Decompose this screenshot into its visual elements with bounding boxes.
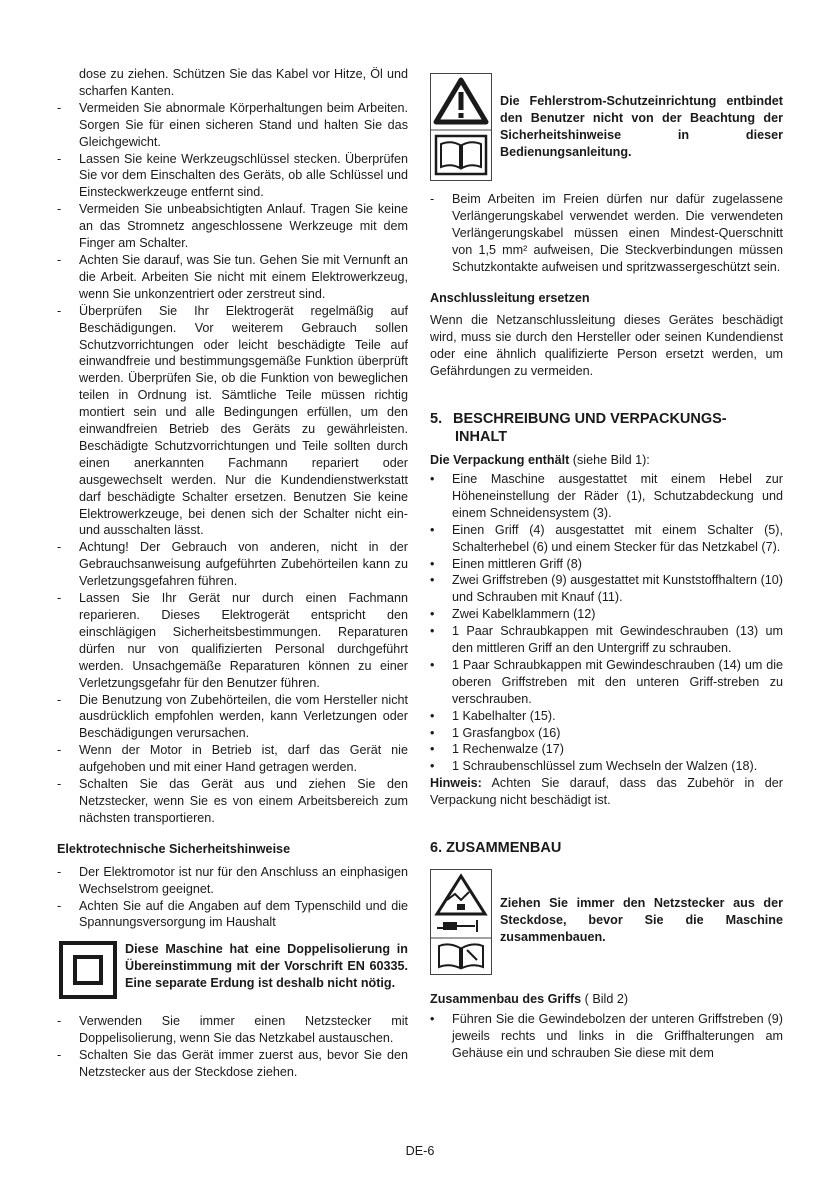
section-6-title: 6. ZUSAMMENBAU <box>430 840 562 857</box>
list-item: - Überprüfen Sie Ihr Elektrogerät regelmäßig auf Beschädigungen. Vor weiterem Gebrauch sollen Schutzvorrichtungen oder leicht beschädigte Teile auf einwandfreie und bestimmungsgemäße Funktion überprüft werden. Überprüfen Sie, ob die Funktion von beweglichen teilen in Ordnung ist. Sämtliche Teile müssen richtig montiert sein und alle Bedingungen erfüllen, um den einwandfreien Betrieb des Geräts zu gewährleisten. Beschädigte Schutzvorrichtungen und Teile sollten durch einen anerkannten Fachmann repariert oder ausgewechselt werden. Nur die Kundendienstwerkstatt darf beschädigte Schalter ersetzen. Benutzen Sie keine Elektrowerkzeuge, bei denen sich der Schalter nicht ein- und ausschalten lässt. <box>57 303 408 538</box>
list-item: • Einen Griff (4) ausgestattet mit einem Schalter (5), Schalterhebel (6) und einem Stecker für das Netzkabel (7). <box>430 522 783 554</box>
list-item: • 1 Grasfangbox (16) <box>430 725 561 740</box>
double-insulation-box <box>57 941 408 999</box>
list-item: • 1 Paar Schraubkappen mit Gewindeschrauben (14) um die oberen Griffstreben mit den unteren Griff-streben zu verschrauben. <box>430 657 783 706</box>
list-item: • 1 Paar Schraubkappen mit Gewindeschrauben (13) um den mittleren Griff an den Untergriff zu schrauben. <box>430 624 783 656</box>
list-item: • Zwei Griffstreben (9) ausgestattet mit Kunststoffhaltern (10) und Schrauben mit Knauf (11). <box>430 573 783 605</box>
rcd-warning-text: Die Fehlerstrom-Schutzeinrichtung entbindet den Benutzer nicht von der Beachtung der Sicherheitshinweise in dieser Bedienungsanleitung. <box>500 94 783 159</box>
list-item: - Vermeiden Sie unbeabsichtigten Anlauf. Tragen Sie keine an das Stromnetz angeschlossene Werkzeuge mit dem Finger am Schalter. <box>57 202 408 251</box>
anschluss-text: Wenn die Netzanschlussleitung dieses Gerätes beschädigt wird, muss sie durch den Hersteller oder seinen Kundendienst oder eine ähnlich qualifizierte Person ersetzt werden, um Gefährdungen zu vermeiden. <box>430 313 783 379</box>
list-item: - Achten Sie auf die Angaben auf dem Typenschild und die Spannungsversorgung im Haushalt <box>57 898 408 930</box>
list-item: - Vermeiden Sie abnormale Körperhaltungen beim Arbeiten. Sorgen Sie für einen sicheren Stand und halten Sie das Gleichgewicht. <box>57 100 408 149</box>
double-insulation-text: Diese Maschine hat eine Doppelisolierung in Übereinstimmung mit der Vorschrift EN 60335. Eine separate Erdung ist deshalb nicht nötig. <box>125 942 408 991</box>
list-item: • 1 Rechenwalze (17) <box>430 742 565 757</box>
list-item: - Wenn der Motor in Betrieb ist, darf das Gerät nie aufgehoben und mit einer Hand getragen werden. <box>57 743 408 775</box>
list-item: - Achtung! Der Gebrauch von anderen, nicht in der Gebrauchsanweisung aufgeführten Zubehörteilen kann zu Verletzungsgefahren führen. <box>57 540 408 589</box>
unplug-warning-text: Ziehen Sie immer den Netzstecker aus der Steckdose, bevor Sie die Maschine zusammenbauen. <box>500 896 783 944</box>
list-item: - Verwenden Sie immer einen Netzstecker mit Doppelisolierung, wenn Sie das Netzkabel austauschen. <box>57 1014 408 1046</box>
list-item: • 1 Schraubenschlüssel zum Wechseln der Walzen (18). <box>430 759 758 774</box>
list-item: - Schalten Sie das Gerät immer zuerst aus, bevor Sie den Netzstecker aus der Steckdose ziehen. <box>57 1048 408 1080</box>
list-item: - Schalten Sie das Gerät aus und ziehen Sie den Netzstecker, wenn Sie es von einem Arbeitsbereich zum nächsten transportieren. <box>57 777 408 825</box>
verpackung-intro: Die Verpackung enthält (siehe Bild 1): <box>430 453 650 468</box>
griff-heading: Zusammenbau des Griffs ( Bild 2) <box>430 992 629 1007</box>
list-item: - Lassen Sie Ihr Gerät nur durch einen Fachmann reparieren. Dieses Elektrogerät entspricht den einschlägigen Sicherheitsbestimmungen. Reparaturen dürfen nur von qualifizierten Personal durchgeführt werden. Unsachgemäße Reparaturen können zu einer Verletzungsgefahr für den Benutzer führen. <box>57 591 408 690</box>
list-item: - Die Benutzung von Zubehörteilen, die vom Hersteller nicht ausdrücklich empfohlen werden, kann Verletzungen oder Beschädigungen verursachen. <box>57 692 408 741</box>
left-column <box>57 66 408 1081</box>
safety-list-1 <box>57 100 408 827</box>
list-item: - Lassen Sie keine Werkzeugschlüssel stecken. Überprüfen Sie vor dem Einschalten des Geräts, ob alle Schlüssel und Einsteckwerkzeuge entfernt sind. <box>57 151 408 200</box>
griff-item: • Führen Sie die Gewindebolzen der unteren Griffstreben (9) jeweils rechts und links in die Griffhalterungen am Gehäuse ein und schrauben Sie diese mit dem <box>430 1012 783 1060</box>
unplug-warning-box <box>430 869 783 975</box>
intro-continuation: dose zu ziehen. Schützen Sie das Kabel vor Hitze, Öl und scharfen Kanten. <box>79 67 408 98</box>
hinweis-note: Hinweis: Achten Sie darauf, dass das Zubehör in der Verpackung nicht beschädigt ist. <box>430 776 783 808</box>
elektro-heading: Elektrotechnische Sicherheitshinweise <box>57 841 291 856</box>
safety-list-2 <box>57 864 408 932</box>
section-5-title: 5. BESCHREIBUNG UND VERPACKUNGS- INHALT <box>430 411 727 446</box>
list-item: • Zwei Kabelklammern (12) <box>430 607 596 622</box>
manual-icon <box>439 944 483 968</box>
right-column <box>430 73 783 1062</box>
outdoor-extension-item: - Beim Arbeiten im Freien dürfen nur dafür zugelassene Verlängerungskabel verwendet werden. Die verwendeten Verlängerungskabel müssen einen Mindest-Querschnitt von 1,5 mm² aufweisen, Die Steckverbindungen müssen Schutzkontakte aufweisen und spritzwassergeschützt sein. <box>430 192 783 274</box>
rcd-warning-box <box>430 73 783 181</box>
list-item: • 1 Kabelhalter (15). <box>430 708 556 723</box>
page-number: DE-6 <box>405 1144 435 1158</box>
warning-manual-icon-panel <box>430 73 492 181</box>
unplug-icon <box>437 876 485 932</box>
double-insulation-icon <box>59 941 117 999</box>
list-item: - Achten Sie darauf, was Sie tun. Gehen Sie mit Vernunft an die Arbeit. Arbeiten Sie nicht mit einem Elektrowerkzeug, wenn Sie unkonzentriert oder zerstreut sind. <box>57 252 408 301</box>
list-item: - Der Elektromotor ist nur für den Anschluss an einphasigen Wechselstrom geeignet. <box>57 864 408 896</box>
warning-triangle-icon <box>431 74 491 180</box>
package-contents-list <box>430 471 783 775</box>
list-item: • Eine Maschine ausgestattet mit einem Hebel zur Höheneinstellung der Räder (1), Schutzabdeckung und einem Schneidensystem (3). <box>430 471 783 520</box>
anschluss-heading: Anschlussleitung ersetzen <box>430 290 590 305</box>
list-item: • Einen mittleren Griff (8) <box>430 556 582 571</box>
unplug-icon-panel <box>430 869 492 975</box>
safety-list-3 <box>57 1013 408 1081</box>
